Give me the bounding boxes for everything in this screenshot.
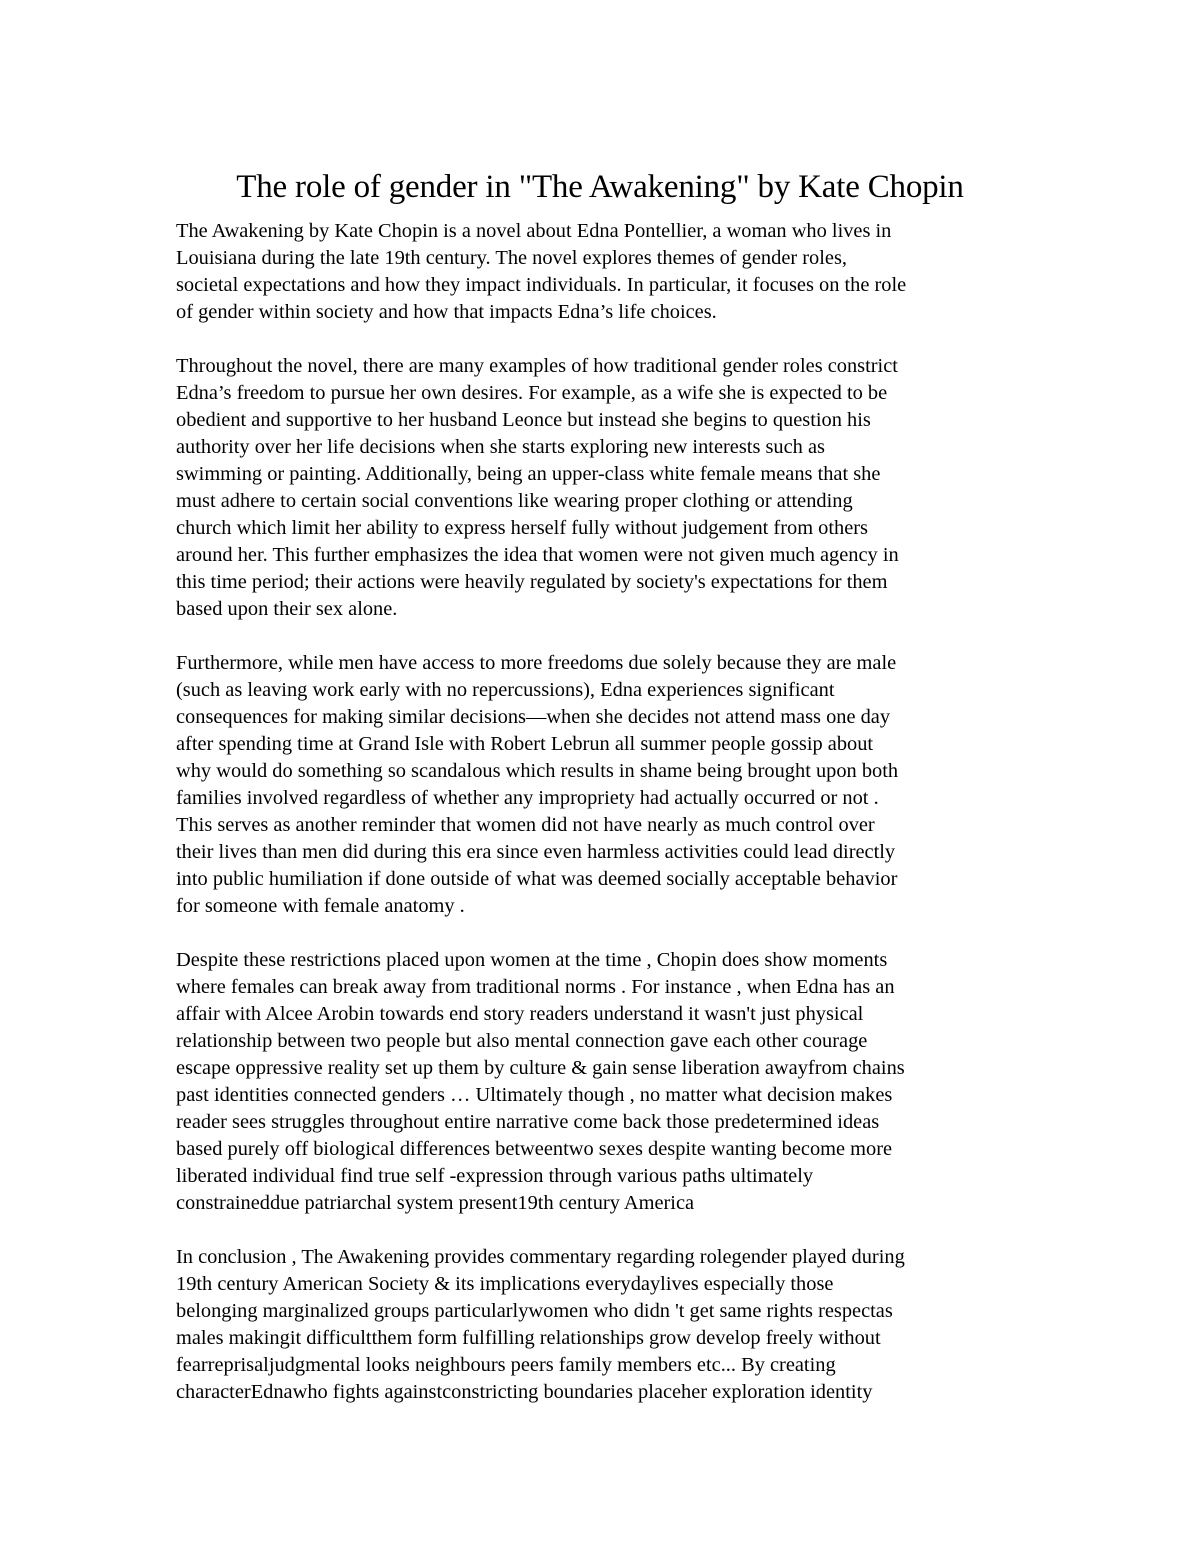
text-line: liberated individual find true self -expression through various paths ultimately <box>176 1165 814 1187</box>
text-line: consequences for making similar decisions—when she decides not attend mass one day <box>176 706 891 728</box>
text-line: escape oppressive reality set up them by culture & gain sense liberation awayfrom chains <box>176 1057 905 1079</box>
text-line: for someone with female anatomy . <box>176 895 465 917</box>
text-line: This serves as another reminder that women did not have nearly as much control over <box>176 814 875 836</box>
page-title: The role of gender in "The Awakening" by Kate Chopin <box>236 169 964 205</box>
text-line: families involved regardless of whether any impropriety had actually occurred or not . <box>176 787 879 809</box>
body-paragraph <box>176 1244 1036 1406</box>
text-line: reader sees struggles throughout entire narrative come back those predetermined ideas <box>176 1111 880 1133</box>
text-line: relationship between two people but also mental connection gave each other courage <box>176 1030 868 1052</box>
body-paragraph <box>176 650 1036 920</box>
text-line: their lives than men did during this era since even harmless activities could lead directly <box>176 841 896 863</box>
text-line: belonging marginalized groups particularlywomen who didn 't get same rights respectas <box>176 1300 893 1322</box>
text-line: fearreprisaljudgmental looks neighbours peers family members etc... By creating <box>176 1354 836 1376</box>
text-line: after spending time at Grand Isle with Robert Lebrun all summer people gossip about <box>176 733 874 755</box>
text-line: where females can break away from traditional norms . For instance , when Edna has an <box>176 976 895 998</box>
text-line: obedient and supportive to her husband Leonce but instead she begins to question his <box>176 409 871 431</box>
document-body <box>176 218 1036 1406</box>
text-line: (such as leaving work early with no repercussions), Edna experiences significant <box>176 679 835 701</box>
text-line: around her. This further emphasizes the idea that women were not given much agency in <box>176 544 899 566</box>
text-line: Throughout the novel, there are many examples of how traditional gender roles constrict <box>176 355 898 377</box>
text-line: males makingit difficultthem form fulfilling relationships grow develop freely without <box>176 1327 881 1349</box>
text-line: must adhere to certain social conventions like wearing proper clothing or attending <box>176 490 853 512</box>
text-line: this time period; their actions were heavily regulated by society's expectations for them <box>176 571 888 593</box>
text-line: The Awakening by Kate Chopin is a novel about Edna Pontellier, a woman who lives in <box>176 220 892 242</box>
text-line: Edna’s freedom to pursue her own desires. For example, as a wife she is expected to be <box>176 382 888 404</box>
text-line: based upon their sex alone. <box>176 598 398 620</box>
text-line: based purely off biological differences betweentwo sexes despite wanting become more <box>176 1138 893 1160</box>
text-line: Despite these restrictions placed upon women at the time , Chopin does show moments <box>176 949 888 971</box>
text-line: past identities connected genders … Ultimately though , no matter what decision makes <box>176 1084 893 1106</box>
text-line: why would do something so scandalous which results in shame being brought upon both <box>176 760 899 782</box>
text-line: of gender within society and how that impacts Edna’s life choices. <box>176 301 717 323</box>
text-line: affair with Alcee Arobin towards end story readers understand it wasn't just physical <box>176 1003 864 1025</box>
body-paragraph <box>176 353 1036 623</box>
text-line: church which limit her ability to express herself fully without judgement from others <box>176 517 868 539</box>
text-line: into public humiliation if done outside of what was deemed socially acceptable behavior <box>176 868 898 890</box>
text-line: Louisiana during the late 19th century. The novel explores themes of gender roles, <box>176 247 847 269</box>
body-paragraph <box>176 218 1036 326</box>
text-line: characterEdnawho fights againstconstricting boundaries placeher exploration identity <box>176 1381 873 1403</box>
body-paragraph <box>176 947 1036 1217</box>
text-line: authority over her life decisions when she starts exploring new interests such as <box>176 436 825 458</box>
text-line: Furthermore, while men have access to more freedoms due solely because they are male <box>176 652 897 674</box>
text-line: 19th century American Society & its implications everydaylives especially those <box>176 1273 834 1295</box>
text-line: swimming or painting. Additionally, being an upper-class white female means that she <box>176 463 881 485</box>
text-line: In conclusion , The Awakening provides commentary regarding rolegender played during <box>176 1246 905 1268</box>
text-line: constraineddue patriarchal system present19th century America <box>176 1192 695 1214</box>
text-line: societal expectations and how they impact individuals. In particular, it focuses on the role <box>176 274 907 296</box>
